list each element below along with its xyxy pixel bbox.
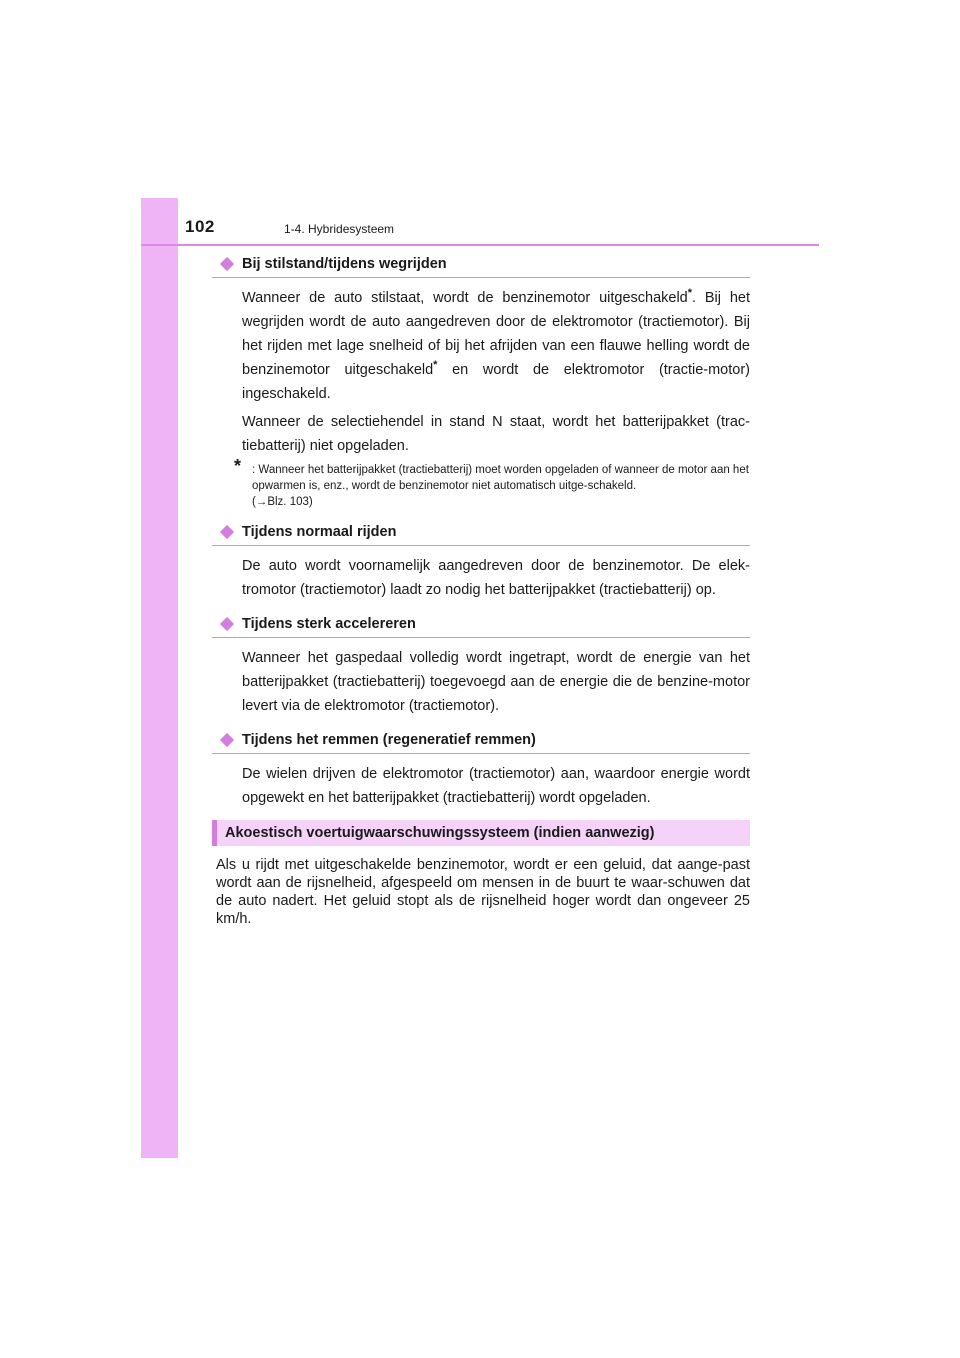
diamond-bullet-icon [220,525,234,539]
footnote-text: : Wanneer het batterijpakket (tractiebatterij) moet worden opgeladen of wanneer de motor aan het opwarmen is, enz., wordt de benzinemotor niet automatisch uitge-schakeld. [252,464,749,492]
footnote-mark: * [234,456,242,476]
paragraph: De wielen drijven de elektromotor (tractiemotor) aan, waardoor energie wordt opgewekt en het batterijpakket (tractiebatterij) wordt opgeladen. [242,766,750,806]
paragraph: Wanneer het gaspedaal volledig wordt ingetrapt, wordt de energie van het batterijpakket (tractiebatterij) toegevoegd aan de energie die de benzine-motor levert via de elektromotor (tractiemotor). [242,650,750,714]
paragraph: De auto wordt voornamelijk aangedreven door de benzinemotor. De elek-tromotor (tractiemotor) laadt zo nodig het batterijpakket (tractiebatterij) op. [242,558,750,598]
page-header [141,198,819,246]
box-paragraph: Als u rijdt met uitgeschakelde benzinemotor, wordt er een geluid, dat aange-past wordt aan de rijsnelheid, afgespeeld om mensen in de buurt te waar-schuwen dat de auto nadert. Het geluid stopt als de rijsnelheid hoger wordt dan ongeveer 25 km/h. [216,857,750,927]
section-title: Bij stilstand/tijdens wegrijden [242,256,447,272]
page-number: 102 [185,217,215,236]
section-title: Tijdens sterk accelereren [242,616,416,632]
chapter-title: 1-4. Hybridesysteem [284,222,395,236]
section-heading-stilstand [212,252,750,278]
section-title: Tijdens het remmen (regeneratief remmen) [242,732,536,748]
asterisk-mark: * [687,287,693,300]
page-content [212,252,750,928]
diamond-bullet-icon [220,733,234,747]
diamond-bullet-icon [220,617,234,631]
asterisk-mark: * [433,359,438,372]
header-rule [141,244,819,246]
paragraph: Wanneer de auto stilstaat, wordt de benzinemotor uitgeschakeld*. Bij het wegrijden wordt de auto aangedreven door de elektromotor (tractiemotor). Bij het rijden met lage snelheid of bij het afrijden van een flauwe helling wordt de benzinemotor uitgeschakeld* en wordt de elektromotor (tractie-motor) ingeschakeld. [242,287,750,402]
section-heading-accelereren [212,612,750,638]
section-heading-normaal [212,520,750,546]
box-heading: Akoestisch voertuigwaarschuwingssysteem (indien aanwezig) [212,820,750,846]
page-reference-link[interactable]: (→Blz. 103) [252,496,313,508]
paragraph: Wanneer de selectiehendel in stand N staat, wordt het batterijpakket (trac-tiebatterij) niet opgeladen. [242,414,750,454]
diamond-bullet-icon [220,257,234,271]
side-band [141,198,178,1158]
footnote [234,456,750,510]
section-heading-remmen [212,728,750,754]
section-title: Tijdens normaal rijden [242,524,397,540]
